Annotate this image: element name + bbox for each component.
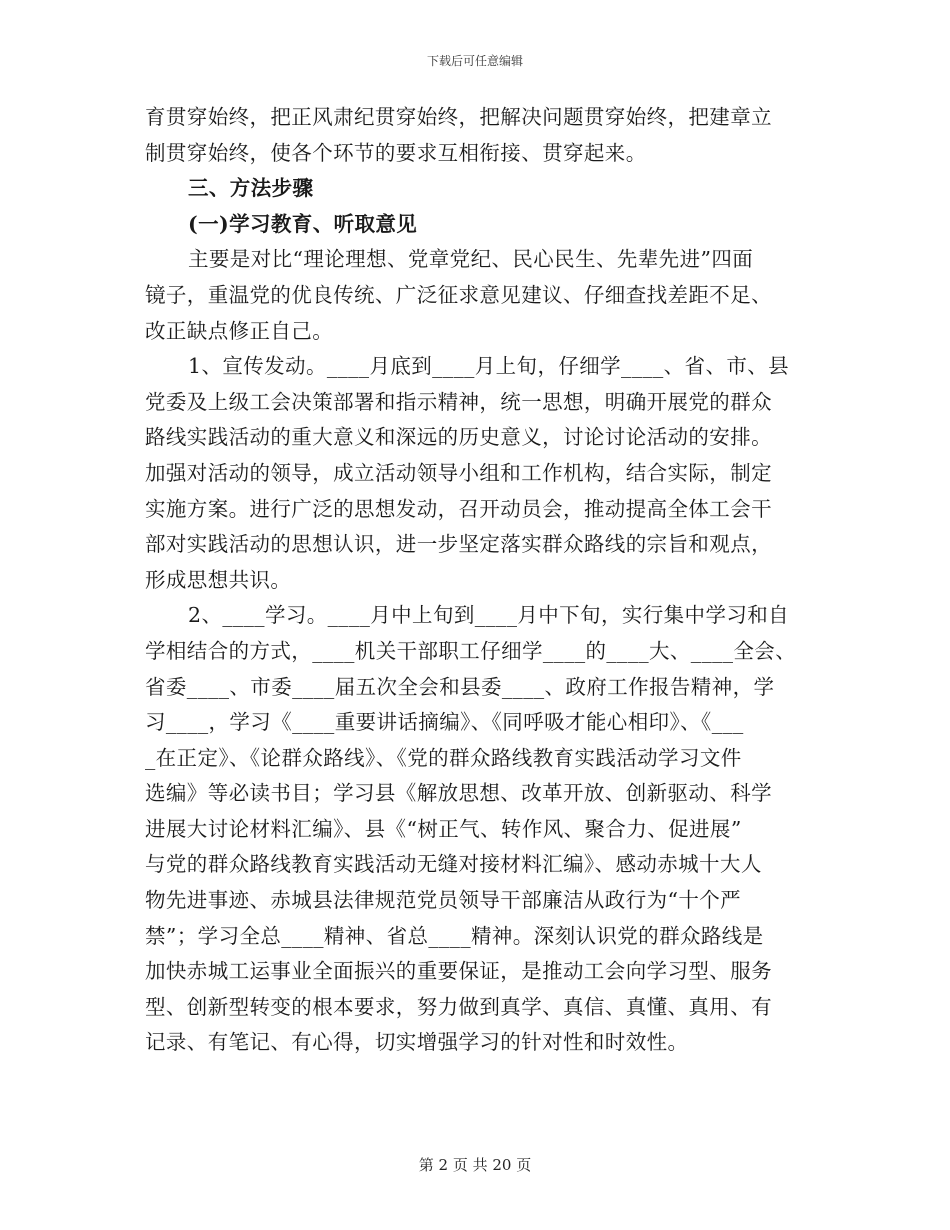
body-line: 改正缺点修正自己。 <box>145 318 334 343</box>
body-line: 学相结合的方式，____机关干部职工仔细学____的____大、____全会、 <box>145 638 797 663</box>
body-line: 形成思想共识。 <box>145 567 292 592</box>
body-line: 省委____、市委____届五次全会和县委____、政府工作报告精神，学 <box>145 674 775 699</box>
body-line: 制贯穿始终，使各个环节的要求互相衔接、贯穿起来。 <box>145 140 647 165</box>
section-heading: 三、方法步骤 <box>188 176 314 201</box>
body-line: 习____，学习《____重要讲话摘编》、《同呼吸才能心相印》、《___ <box>145 710 744 735</box>
body-line: 加快赤城工运事业全面振兴的重要保证，是推动工会向学习型、服务 <box>145 959 772 984</box>
body-line: 育贯穿始终，把正风肃纪贯穿始终，把解决问题贯穿始终，把建章立 <box>145 105 772 129</box>
body-line: 进展大讨论材料汇编》、县《“树正气、转作风、聚合力、促进展” <box>145 816 742 841</box>
body-line: 党委及上级工会决策部署和指示精神，统一思想，明确开展党的群众 <box>145 389 772 414</box>
body-line: 路线实践活动的重大意义和深远的历史意义，讨论讨论活动的安排。 <box>145 425 772 450</box>
body-line: 选编》等必读书目；学习县《解放思想、改革开放、创新驱动、科学 <box>145 781 772 806</box>
subsection-heading: (一)学习教育、听取意见 <box>188 211 418 236</box>
body-line: 主要是对比“理论理想、党章党纪、民心民生、先辈先进”四面 <box>188 247 754 272</box>
body-line: 1、宣传发动。____月底到____月上旬，仔细学____、省、市、县 <box>188 354 790 379</box>
body-line: 禁”；学习全总____精神、省总____精神。深刻认识党的群众路线是 <box>145 923 764 948</box>
body-line: 镜子，重温党的优良传统、广泛征求意见建议、仔细查找差距不足、 <box>145 282 772 307</box>
page-header: 下载后可任意编辑 <box>426 54 523 68</box>
body-line: 部对实践活动的思想认识，进一步坚定落实群众路线的宗旨和观点， <box>145 532 772 557</box>
body-line: 型、创新型转变的根本要求，努力做到真学、真信、真懂、真用、有 <box>145 994 772 1019</box>
body-line: 2、____学习。____月中上旬到____月中下旬，实行集中学习和自 <box>188 603 790 628</box>
body-line: 记录、有笔记、有心得，切实增强学习的针对性和时效性。 <box>145 1030 689 1055</box>
body-line: 与党的群众路线教育实践活动无缝对接材料汇编》、感动赤城十大人 <box>145 852 762 877</box>
page-footer: 第 2 页 共 20 页 <box>418 1156 532 1174</box>
body-line: _在正定》、《论群众路线》、《党的群众路线教育实践活动学习文件 <box>145 745 742 770</box>
body-line: 加强对活动的领导，成立活动领导小组和工作机构，结合实际，制定 <box>145 460 772 485</box>
body-line: 物先进事迹、赤城县法律规范党员领导干部廉洁从政行为“十个严 <box>145 888 742 913</box>
document-body <box>145 100 810 1061</box>
body-line: 实施方案。进行广泛的思想发动，召开动员会，推动提高全体工会干 <box>145 496 772 521</box>
